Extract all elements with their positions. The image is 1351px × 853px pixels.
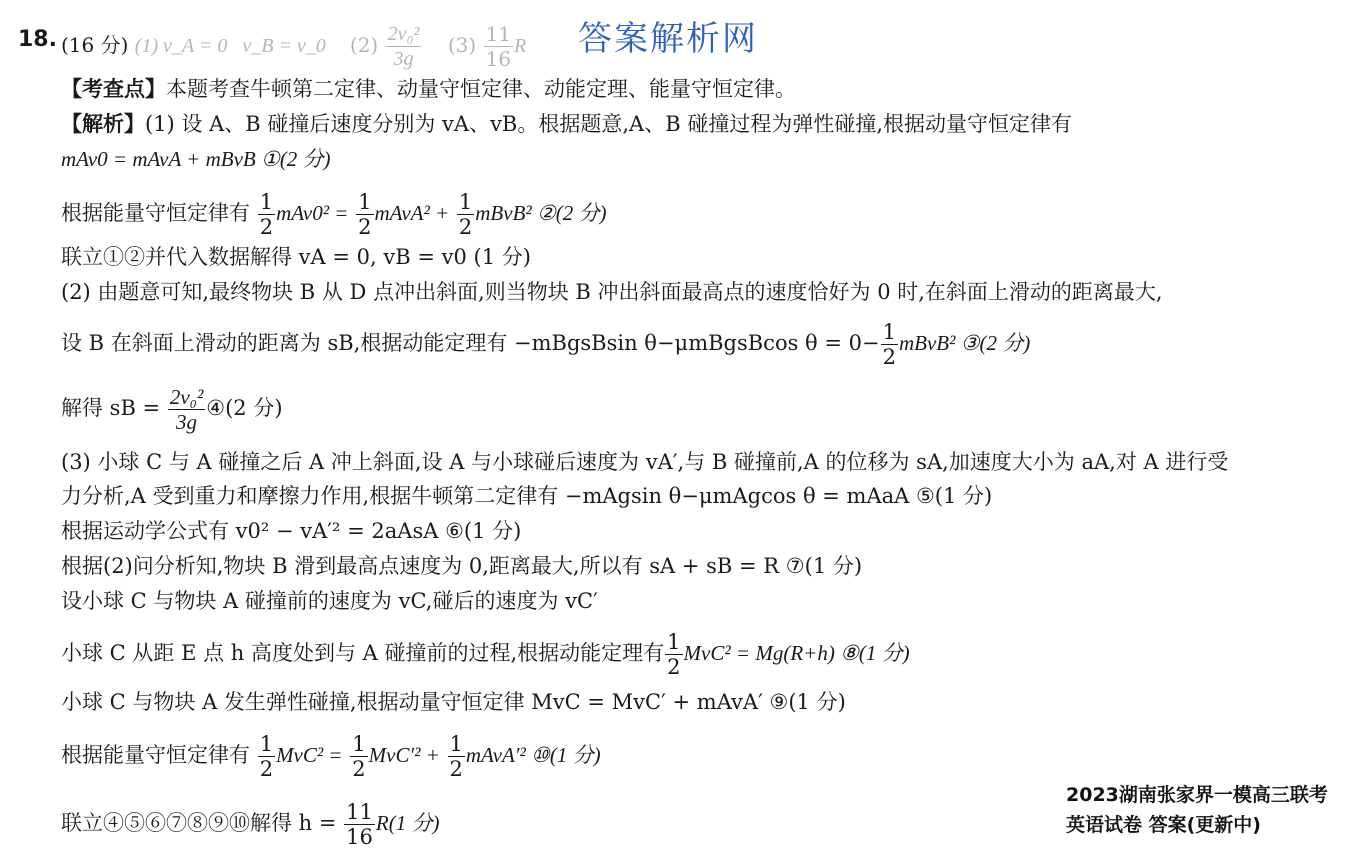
answer-3: (3) $\frac{11}{16}$ R — [447, 22, 527, 71]
equation-8: 小球 C 从距 E 点 h 高度处到与 A 碰撞前的过程,根据动能定理有 $\frac{1}{2}$ MvC² = Mg(R+h) ⑧(1 分) — [61, 630, 910, 679]
answer-1: (1) v_A = 0 v_B = v_0 — [134, 35, 326, 57]
footer-title: 2023湖南张家界一模高三联考 — [1066, 784, 1328, 806]
key-points-line: 【考查点】本题考查牛顿第二定律、动量守恒定律、动能定理、能量守恒定律。 — [61, 77, 796, 101]
equation-4: 解得 sB = $\frac{\text{2v₀²}}{3g}$ ④(2 分) — [61, 385, 283, 434]
velocity-def-line: 设小球 C 与物块 A 碰撞前的速度为 vC,碰后的速度为 vC′ — [61, 589, 598, 613]
key-points-tag: 【考查点】 — [61, 77, 166, 101]
equation-2: 根据能量守恒定律有 $\frac{1}{2}$ mAv0² = $\frac{1}{2}$ mAvA² + $\frac{1}{2}$ mBvB² ②(2 分) — [61, 190, 607, 239]
equation-10: 根据能量守恒定律有 $\frac{1}{2}$ MvC² = $\frac{1}{2}$ MvC′² + $\frac{1}{2}$ mAvA′² ⑩(1 分) — [61, 732, 601, 781]
solve-line-1: 联立①②并代入数据解得 vA = 0, vB = v0 (1 分) — [61, 245, 531, 269]
analysis-line: 【解析】(1) 设 A、B 碰撞后速度分别为 vA、vB。根据题意,A、B 碰撞过程为弹性碰撞,根据动量守恒定律有 — [61, 112, 1072, 136]
part3-line-2: 力分析,A 受到重力和摩擦力作用,根据牛顿第二定律有 −mAgsin θ−μmAgcos θ = mAaA ⑤(1 分) — [61, 484, 993, 508]
equation-6: 根据运动学公式有 v0² − vA′² = 2aAsA ⑥(1 分) — [61, 519, 522, 543]
question-header — [61, 22, 526, 71]
analysis-tag: 【解析】 — [61, 112, 145, 136]
watermark: 答案解析网 — [578, 19, 758, 59]
final-answer-line: 联立④⑤⑥⑦⑧⑨⑩解得 h = $\frac{11}{16}$ R(1 分) — [61, 800, 440, 849]
equation-3: 设 B 在斜面上滑动的距离为 sB,根据动能定理有 −mBgsBsin θ−μmBgsBcos θ = 0− $\frac{1}{2}$ mBvB² ③(2 分) — [61, 320, 1031, 369]
part3-line-1: (3) 小球 C 与 A 碰撞之后 A 冲上斜面,设 A 与小球碰后速度为 vA′,与 B 碰撞前,A 的位移为 sA,加速度大小为 aA,对 A 进行受 — [61, 450, 1229, 474]
answer-2: (2) $\frac{\text{2v₀²}}{3g}$ — [349, 23, 420, 70]
footer-subtitle: 英语试卷 答案(更新中) — [1066, 814, 1261, 836]
equation-9: 小球 C 与物块 A 发生弹性碰撞,根据动量守恒定律 MvC = MvC′ + mAvA′ ⑨(1 分) — [61, 690, 846, 714]
equation-7: 根据(2)问分析知,物块 B 滑到最高点速度为 0,距离最大,所以有 sA + sB = R ⑦(1 分) — [61, 554, 863, 578]
part2-line-1: (2) 由题意可知,最终物块 B 从 D 点冲出斜面,则当物块 B 冲出斜面最高点的速度恰好为 0 时,在斜面上滑动的距离最大, — [61, 280, 1163, 304]
question-number: 18. — [18, 27, 57, 52]
question-points: (16 分) — [61, 33, 129, 57]
equation-1: mAv0 = mAvA + mBvB ①(2 分) — [61, 147, 331, 171]
